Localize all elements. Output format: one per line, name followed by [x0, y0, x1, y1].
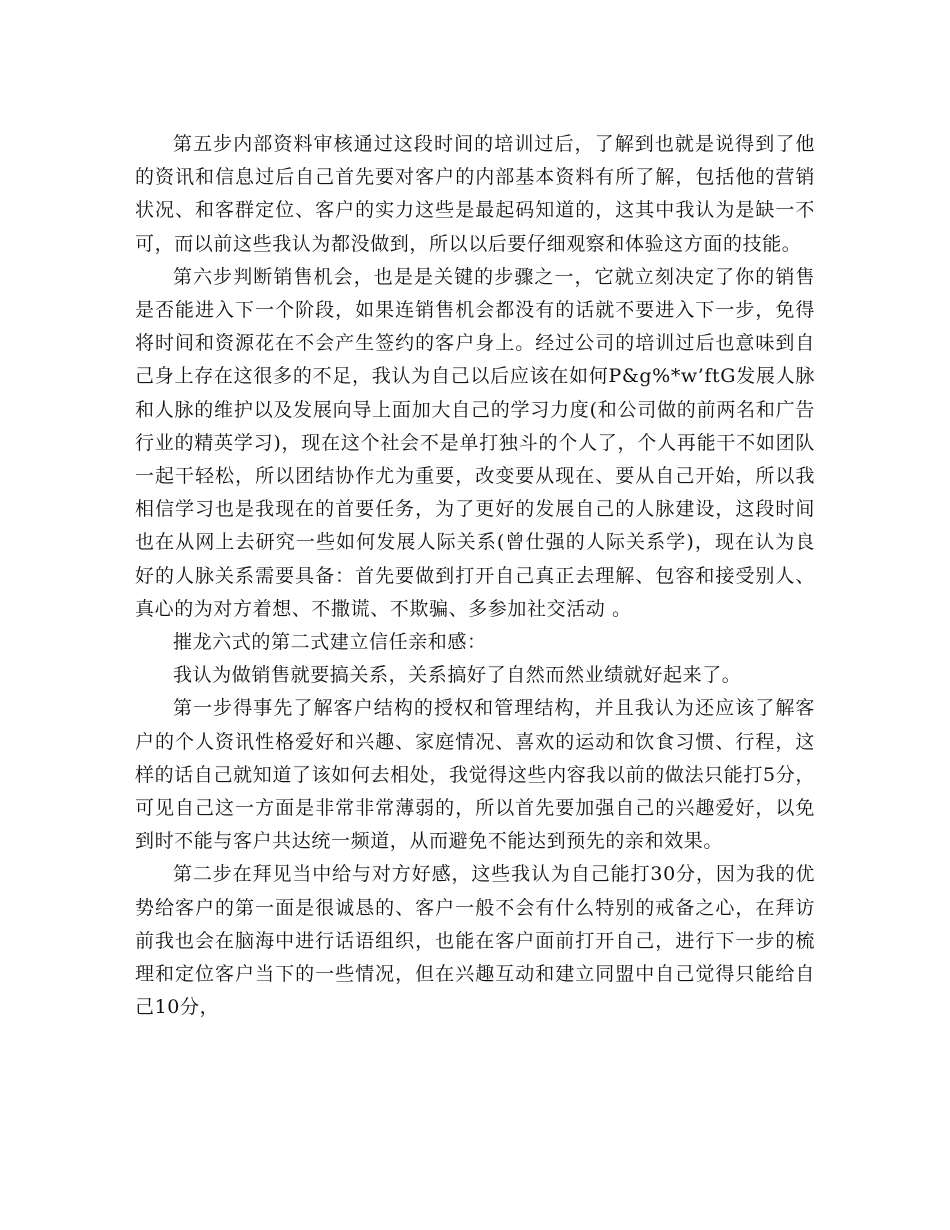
paragraph-step-five: 第五步内部资料审核通过这段时间的培训过后，了解到也就是说得到了他的资讯和信息过后自己首先要对客户的内部基本资料有所了解，包括他的营销状况、和客群定位、客户的实力这些是最起码知道的，这其中我认为是缺一不可，而以前这些我认为都没做到，所以以后要仔细观察和体验这方面的技能。 [135, 133, 815, 255]
paragraph-second-form-heading: 摧龙六式的第二式建立信任亲和感： [173, 631, 487, 654]
paragraph-step-one: 第一步得事先了解客户结构的授权和管理结构，并且我认为还应该了解客户的个人资讯性格爱好和兴趣、家庭情况、喜欢的运动和饮食习惯、行程，这样的话自己就知道了该如何去相处，我觉得这些内容我以前的做法只能打5分，可见自己这一方面是非常非常薄弱的，所以首先要加强自己的兴趣爱好，以免到时不能与客户共达统一频道，从而避免不能达到预先的亲和效果。 [135, 697, 815, 853]
paragraph-step-two: 第二步在拜见当中给与对方好感，这些我认为自己能打30分，因为我的优势给客户的第一面是很诚恳的、客户一般不会有什么特别的戒备之心，在拜访前我也会在脑海中进行话语组织，也能在客户面前打开自己，进行下一步的梳理和定位客户当下的一些情况，但在兴趣互动和建立同盟中自己觉得只能给自己10分， [135, 863, 815, 1019]
paragraph-step-six: 第六步判断销售机会，也是是关键的步骤之一，它就立刻决定了你的销售是否能进入下一个阶段，如果连销售机会都没有的话就不要进入下一步，免得将时间和资源花在不会产生签约的客户身上。经过公司的培训过后也意味到自己身上存在这很多的不足，我认为自己以后应该在如何P&g%*w’ftG发展人脉和人脉的维护以及发展向导上面加大自己的学习力度(和公司做的前两名和广告行业的精英学习)，现在这个社会不是单打独斗的个人了，个人再能干不如团队一起干轻松，所以团结协作尤为重要，改变要从现在、要从自己开始，所以我相信学习也是我现在的首要任务，为了更好的发展自己的人脉建设，这段时间也在从网上去研究一些如何发展人际关系(曾仕强的人际关系学)，现在认为良好的人脉关系需要具备：首先要做到打开自己真正去理解、包容和接受别人、真心的为对方着想、不撒谎、不欺骗、多参加社交活动 。 [135, 265, 815, 620]
paragraph-sales-relationship: 我认为做销售就要搞关系，关系搞好了自然而然业绩就好起来了。 [173, 664, 742, 687]
document-body [135, 128, 815, 1024]
